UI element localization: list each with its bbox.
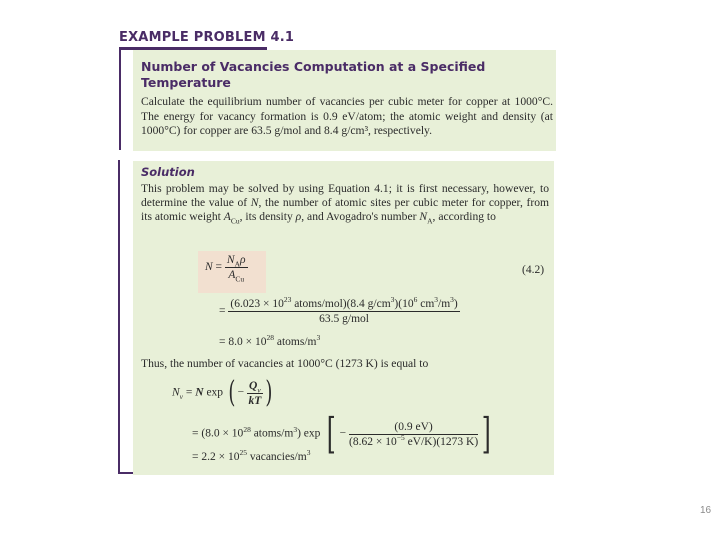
left-rule-top [119, 47, 121, 150]
vacancy-substitution: = ($8.0 \times 10^{28}$ atoms/$m^3$) exp [ − $\frac{(0.9 eV)}{(8.62 \times 10^{-5} eV/K)(1273 K)}$ ] [192, 409, 491, 458]
equation-number: (4.2) [522, 264, 545, 276]
vacancy-equation: $N_v = N$ exp ( − $\frac{Q_v}{kT}$ ) [172, 375, 273, 410]
page-number: 16 [700, 505, 712, 516]
solution-intro: This problem may be solved by using Equation 4.1; it is first necessary, however, to determine the value of N, the number of atomic sites per cubic meter for copper, from its atomic weight $A_{Cu}$, its density ρ, and Avogadro's number $N_A$, according to [141, 182, 550, 226]
atomic-sites-result: = $8.0 \times 10^{28}$ atoms/$m^3$ [219, 333, 321, 348]
substitution-step: = $\frac{(6.023 \times 10^{23} atoms/mol)(8.4 g/cm^3)(10^6 cm^3/m^3)}{\text{63.5 g/mol}}$ [219, 295, 458, 325]
equation-4-2: N = $\frac{N_A\rho}{A_{Cu}}$ [205, 254, 246, 284]
left-rule-bottom [118, 160, 120, 474]
transition-text: Thus, the number of vacancies at 1000°C (1273 K) is equal to [141, 357, 429, 370]
vacancy-result: = $2.2 \times 10^{25}$ vacancies/$m^3$ [192, 448, 311, 463]
solution-title: Solution [141, 165, 195, 179]
problem-title: Number of Vacancies Computation at a Specified Temperature [141, 59, 486, 90]
problem-text: Calculate the equilibrium number of vacancies per cubic meter for copper at 1000°C. The energy for vacancy formation is 0.9 eV/atom; the atomic weight and density (at 1000°C) for copper are 63.5 g/mol and 8.4 g/cm³, respectively. [141, 95, 553, 137]
example-header: EXAMPLE PROBLEM 4.1 [119, 30, 295, 45]
